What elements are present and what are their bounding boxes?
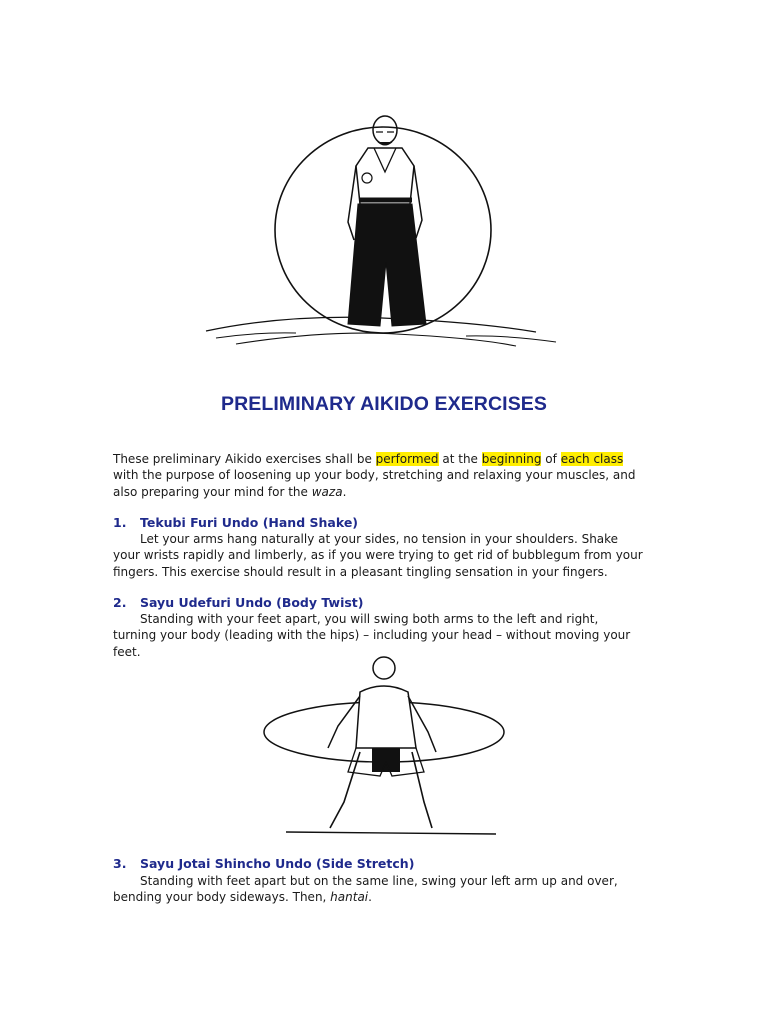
exercise-body-text: .: [368, 890, 372, 905]
exercise-heading-1: [113, 515, 358, 530]
exercise-title: Sayu Udefuri Undo (Body Twist): [140, 595, 364, 610]
exercise-title: Tekubi Furi Undo (Hand Shake): [140, 515, 359, 530]
exercise-heading-2: [113, 595, 364, 610]
exercise-italic-hantai: hantai: [330, 890, 369, 905]
intro-paragraph: [113, 451, 643, 500]
exercise-number: 3.: [113, 856, 127, 871]
exercise-heading-3: [113, 856, 414, 871]
intro-text: of: [541, 452, 561, 466]
highlighted-word-beginning: beginning: [481, 452, 542, 466]
exercise-number: 2.: [113, 595, 127, 610]
exercise-body-text: Let your arms hang naturally at your sides, no tension in your shoulders. Shake your wrists rapidly and limberly, as if you were trying to get rid of bubblegum from your fingers. This exercise should result in a pleasant tingling sensation in your fingers.: [113, 532, 643, 579]
intro-text: at the: [438, 452, 482, 466]
exercise-body-3: [113, 873, 643, 906]
intro-text: .: [342, 484, 347, 499]
aikido-standing-figure-illustration: [196, 92, 568, 350]
highlighted-word-each-class: each class: [560, 452, 624, 466]
exercise-body-text: Standing with feet apart but on the same line, swing your left arm up and over, bending your body sideways. Then,: [113, 874, 618, 905]
intro-text: with the purpose of loosening up your body, stretching and relaxing your muscles, and also preparing your mind for the: [113, 468, 636, 499]
exercise-body-1: [113, 531, 643, 580]
page-title: PRELIMINARY AIKIDO EXERCISES: [220, 393, 548, 415]
exercise-title: Sayu Jotai Shincho Undo (Side Stretch): [140, 856, 415, 871]
exercise-body-text: Standing with your feet apart, you will swing both arms to the left and right, turning your body (leading with the hips) – including your head – without moving your feet.: [113, 612, 631, 659]
highlighted-word-performed: performed: [375, 452, 439, 466]
body-twist-figure-illustration: [256, 652, 512, 840]
intro-text: These preliminary Aikido exercises shall be: [113, 452, 376, 466]
intro-italic-waza: waza: [311, 484, 343, 499]
exercise-number: 1.: [113, 515, 127, 530]
